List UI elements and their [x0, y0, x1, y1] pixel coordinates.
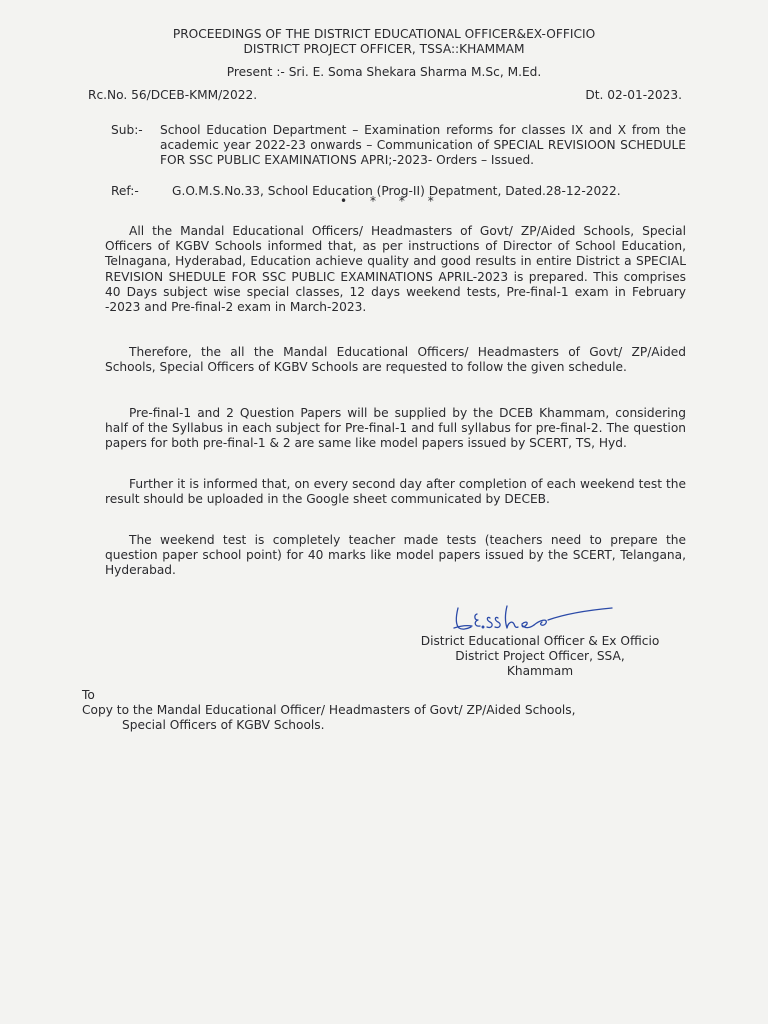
reference-number: Rc.No. 56/DCEB-KMM/2022. [88, 88, 258, 102]
copy-to-line2: Special Officers of KGBV Schools. [122, 718, 325, 732]
signatory-line3: Khammam [506, 664, 574, 678]
reference-text: G.O.M.S.No.33, School Education (Prog-II) Depatment, Dated.28-12-2022. [172, 184, 621, 198]
body-paragraph-4: Further it is informed that, on every second day after completion of each weekend test the result should be uploaded in the Google sheet communicated by DECEB. [105, 477, 686, 507]
present-officer: Present :- Sri. E. Soma Shekara Sharma M.Sc, M.Ed. [226, 65, 542, 79]
signatory-line1: District Educational Officer & Ex Officio [420, 634, 660, 648]
header-title-line2: DISTRICT PROJECT OFFICER, TSSA::KHAMMAM [243, 42, 525, 56]
handwritten-signature [450, 598, 620, 634]
body-paragraph-3: Pre-final-1 and 2 Question Papers will be supplied by the DCEB Khammam, considering half of the Syllabus in each subject for Pre-final-1 and full syllabus for pre-final-2. The question papers for both pre-final-1 & 2 are same like model papers issued by SCERT, TS, Hyd. [105, 406, 686, 451]
to-label: To [82, 688, 95, 702]
document-date: Dt. 02-01-2023. [585, 88, 682, 102]
subject-text: School Education Department – Examination reforms for classes IX and X from the academic year 2022-23 onwards – Communication of SPECIAL REVISIOON SCHEDULE FOR SSC PUBLIC EXAMINATIONS APRI;-2023- Orders – Issued. [160, 123, 686, 168]
reference-label: Ref:- [111, 184, 139, 198]
copy-to-line1: Copy to the Mandal Educational Officer/ Headmasters of Govt/ ZP/Aided Schools, [82, 703, 576, 717]
header-title-line1: PROCEEDINGS OF THE DISTRICT EDUCATIONAL OFFICER&EX-OFFICIO [172, 27, 596, 41]
section-separator: • * * * [340, 194, 434, 208]
subject-label: Sub:- [111, 123, 143, 137]
body-paragraph-2: Therefore, the all the Mandal Educational Officers/ Headmasters of Govt/ ZP/Aided Schools, Special Officers of KGBV Schools are requested to follow the given schedule. [105, 345, 686, 375]
signatory-block [380, 634, 700, 679]
body-paragraph-1: All the Mandal Educational Officers/ Headmasters of Govt/ ZP/Aided Schools, Special Officers of KGBV Schools informed that, as per instructions of Director of School Education, Telnagana, Hyderabad, Education achieve quality and good results in entire District a SPECIAL REVISION SHEDULE FOR SSC PUBLIC EXAMINATIONS APRIL-2023 is prepared. This comprises 40 Days subject wise special classes, 12 days weekend tests, Pre-final-1 exam in February -2023 and Pre-final-2 exam in March-2023. [105, 224, 686, 315]
body-paragraph-5: The weekend test is completely teacher made tests (teachers need to prepare the question paper school point) for 40 marks like model papers issued by the SCERT, Telangana, Hyderabad. [105, 533, 686, 578]
signatory-line2: District Project Officer, SSA, [455, 649, 625, 663]
